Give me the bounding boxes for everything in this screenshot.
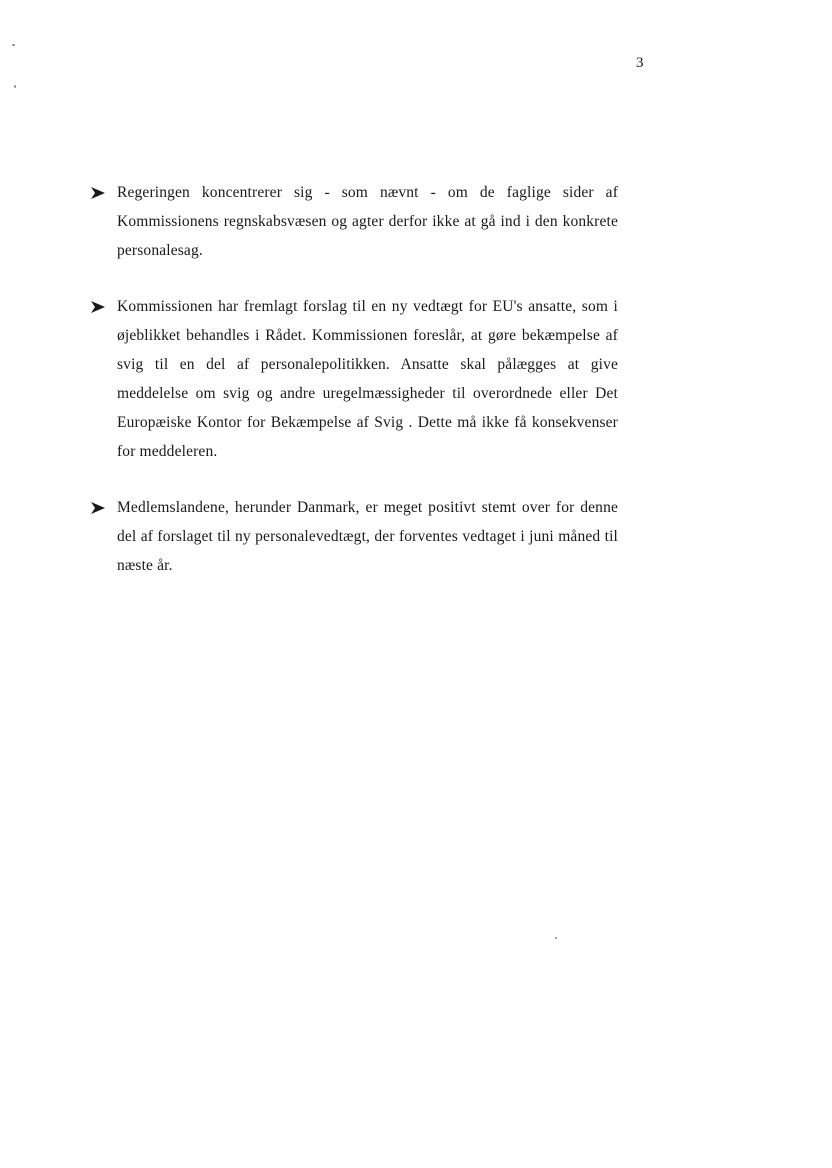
bullet-text: Medlemslandene, herunder Danmark, er meget positivt stemt over for denne del af forslaget til ny personalevedtægt, der forventes vedtaget i juni måned til næste år. [117, 499, 618, 574]
arrowhead-bullet-icon [90, 501, 106, 515]
bullet-text: Kommissionen har fremlagt forslag til en ny vedtægt for EU's ansatte, som i øjeblikket behandles i Rådet. Kommissionen foreslår, at gøre bekæmpelse af svig til en del af personalepolitikken. Ansatte skal pålægges at give meddelelse om svig og andre uregelmæssigheder til overordnede eller Det Europæiske Kontor for Bekæmpelse af Svig . Dette må ikke få konsekvenser for meddeleren. [117, 298, 618, 460]
scan-speck [14, 85, 16, 88]
page-number: 3 [636, 55, 644, 71]
bullet-item [90, 178, 618, 265]
scan-speck [12, 44, 15, 46]
bullet-item [90, 292, 618, 466]
scan-speck [555, 937, 557, 939]
arrowhead-bullet-icon [90, 186, 106, 200]
bullet-text: Regeringen koncentrerer sig - som nævnt - om de faglige sider af Kommissionens regnskabsvæsen og agter derfor ikke at gå ind i den konkrete personalesag. [117, 184, 618, 259]
arrowhead-bullet-icon [90, 300, 106, 314]
bullet-item [90, 493, 618, 580]
bullet-list [90, 178, 618, 607]
